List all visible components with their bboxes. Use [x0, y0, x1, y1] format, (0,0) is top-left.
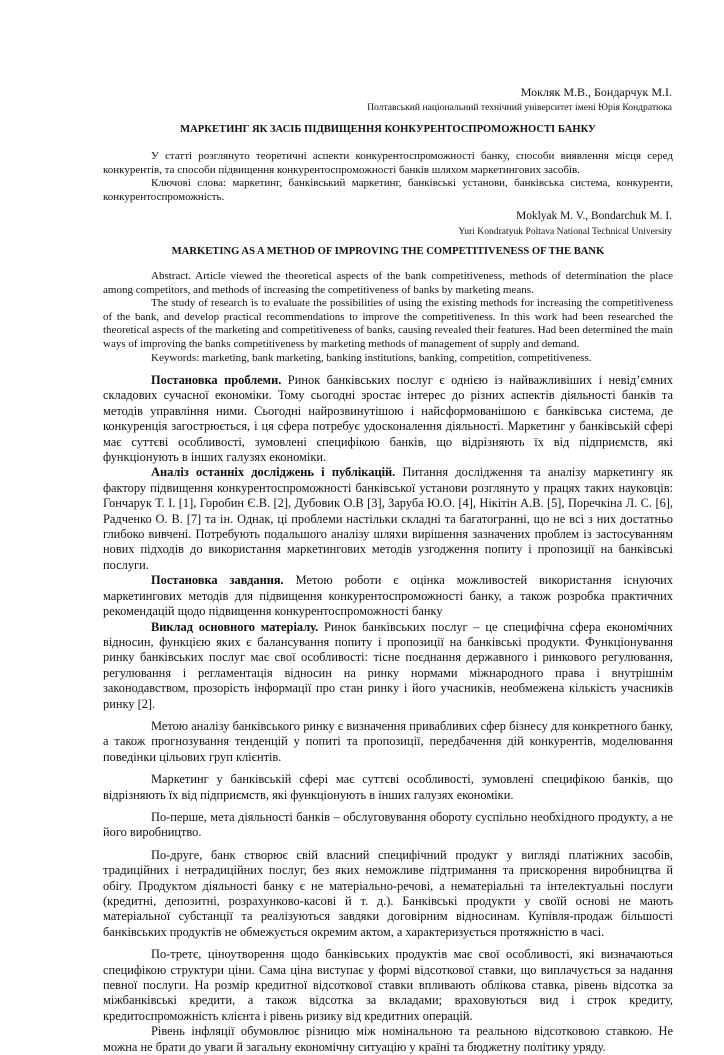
paragraph: По-третє, ціноутворення щодо банківських продуктів має свої особливості, які визначаються специфікою структури ціни. Сама ціна виступає у формі відсоткової ставки, що виплачується за надання певної послуги. На розмір кредитної відсоткової ставки впливають облікова ставка, рівень відсотка за міжбанківські кредити, а також відсотка за вкладами; враховуються вид і строк кредиту, кредитоспроможність клієнта і рівень ризику від кредитних операцій.: [103, 947, 673, 1023]
section-literature-review: [103, 465, 673, 573]
paragraph-text: Ринок банківських послуг є однією із найважливіших і невід’ємних складових сучасної економіки. Тому сьогодні зростає інтерес до різних аспектів діяльності банків та методів управління ними. Сьогодні найрозвинутішою і найсформованішою є банківська система, де конкуренція загострюється, і ця сфера потребує удосконалення діяльності. Маркетинг у банківській сфері має суттєві особливості, зумовлені специфікою банків, що відрізняють їх від підприємств, які функціонують в інших галузях економіки.: [103, 373, 674, 465]
keywords-english: Keywords: marketing, bank marketing, banking institutions, banking, competition, competitiveness.: [151, 351, 592, 364]
paragraph: Рівень інфляції обумовлює різницю між номінальною та реальною відсотковою ставкою. Не можна не брати до уваги й загальну економічну ситуацію у країні та бюджетну політику уряду.: [103, 1024, 673, 1054]
section-main-material: [103, 620, 673, 712]
abstract-ukrainian-text: У статті розглянуто теоретичні аспекти конкурентоспроможності банку, способи виявлення місця серед конкурентів, та способи підвищення конкурентоспроможності банків шляхом маркетингових засобів.: [103, 150, 673, 176]
paragraph-text: Метою роботи є оцінка можливостей використання існуючих маркетингових методів для підвищення конкурентоспроможності банку, а також розробка практичних рекомендацій щодо підвищення конкурентоспроможності банку: [103, 573, 674, 619]
paragraph-text: Питання дослідження та аналізу маркетингу як фактору підвищення конкурентоспроможності банківської установи розглянуто у працях таких науковців: Гончарук Т. І. [1], Горобин Є.В. [2], Дубовик О.В [3], Заруба Ю.О. [4], Нікітін А.В. [5], Поречкіна Л. С. [6], Радченко О. В. [7] та ін. Однак, ці проблеми настільки складні та багатогранні, що не всі з них достатньо глибоко вивчені. Потребують подальшого аналізу шляхи вирішення зазначених проблем із застосуванням нових підходів до використання маркетингових методів узгодження попиту і пропозиції на банківські послуги.: [103, 465, 673, 572]
paragraph: Метою аналізу банківського ринку є визначення привабливих сфер бізнесу для конкретного банку, а також прогнозування тенденцій у попиті та пропозиції, передбачення дій конкурентів, моделювання поведінки цільових груп клієнтів.: [103, 718, 673, 764]
affiliation-english: Yuri Kondratyuk Poltava National Technical University: [458, 226, 672, 237]
paragraph: По-друге, банк створює свій власний специфічний продукт у вигляді платіжних засобів, традиційних і нетрадиційних послуг, без яких неможливе підтримання та прискорення виробництва й обігу. Продуктом діяльності банку є не матеріально-речові, а нематеріальні та інтелектуальні послуги (кредитні, депозитні, розрахунково-касові й т. д.). Банківські продукти у своїй основі не мають матеріальної субстанції та реалізуються завдяки договірним відносинам. Купівля-продаж більшості банківських продуктів не обмежується окремим актом, а характеризується протяжністю в часі.: [103, 847, 673, 939]
section-heading: Аналіз останніх досліджень і публікацій.: [151, 465, 396, 480]
abstract-english-study: The study of research is to evaluate the possibilities of using the existing methods for increasing the competitiveness of the bank, and develop practical recommendations to improve the competitiveness. In this work had been researched the theoretical aspects of the marketing and competitiveness of banks, causing revealed their features. Had been determined the main ways of improving the banks competitiveness by marketing methods of management of supply and demand.: [103, 297, 673, 350]
affiliation-ukrainian: Полтавський національний технічний університет імені Юрія Кондратюка: [367, 102, 672, 113]
section-heading: Постановка проблеми.: [151, 373, 282, 387]
title-ukrainian: МАРКЕТИНГ ЯК ЗАСІБ ПІДВИЩЕННЯ КОНКУРЕНТОСПРОМОЖНОСТІ БАНКУ: [180, 124, 596, 135]
section-task-statement: [103, 573, 673, 619]
section-heading: Постановка завдання.: [151, 573, 284, 588]
section-problem-statement: [103, 373, 673, 465]
section-heading: Виклад основного матеріалу.: [151, 619, 319, 634]
authors-ukrainian: Мокляк М.В., Бондарчук М.І.: [520, 85, 672, 99]
keywords-ukrainian: Ключові слова: маркетинг, банківський маркетинг, банківські установи, банківська система, конкуренти, конкурентоспроможність.: [103, 177, 673, 203]
article-body: [103, 373, 673, 1055]
title-english: MARKETING AS A METHOD OF IMPROVING THE COMPETITIVENESS OF THE BANK: [171, 246, 605, 257]
paragraph: Маркетинг у банківській сфері має суттєві особливості, зумовлені специфікою банків, що відрізняють їх від підприємств, які функціонують в інших галузях економіки.: [103, 772, 673, 802]
abstract-english-text: Abstract. Article viewed the theoretical aspects of the bank competitiveness, methods of determination the place among competitors, and methods of increasing the competitiveness of banks by marketing means.: [103, 270, 673, 296]
paragraph: По-перше, мета діяльності банків – обслуговування обороту суспільно необхідного продукту, а не його виробництво.: [103, 809, 673, 840]
paragraph-text: Ринок банківських послуг – це специфічна сфера економічних відносин, функцією яких є балансування попиту і пропозиції на банківські продукти. Функціонування ринку банківських послуг має свої особливості: тісне поєднання державного і ринкового регулювання, регулювання і регламентація відносин на ринку нормами міжнародного права і внутрішнім законодавством, прозорість інформації про стан ринку і його учасників, необмежена кількість учасників ринку [2].: [103, 619, 673, 711]
abstract-ukrainian: [103, 150, 673, 204]
authors-english: Moklyak M. V., Bondarchuk M. I.: [516, 210, 672, 222]
abstract-english: [103, 270, 673, 365]
